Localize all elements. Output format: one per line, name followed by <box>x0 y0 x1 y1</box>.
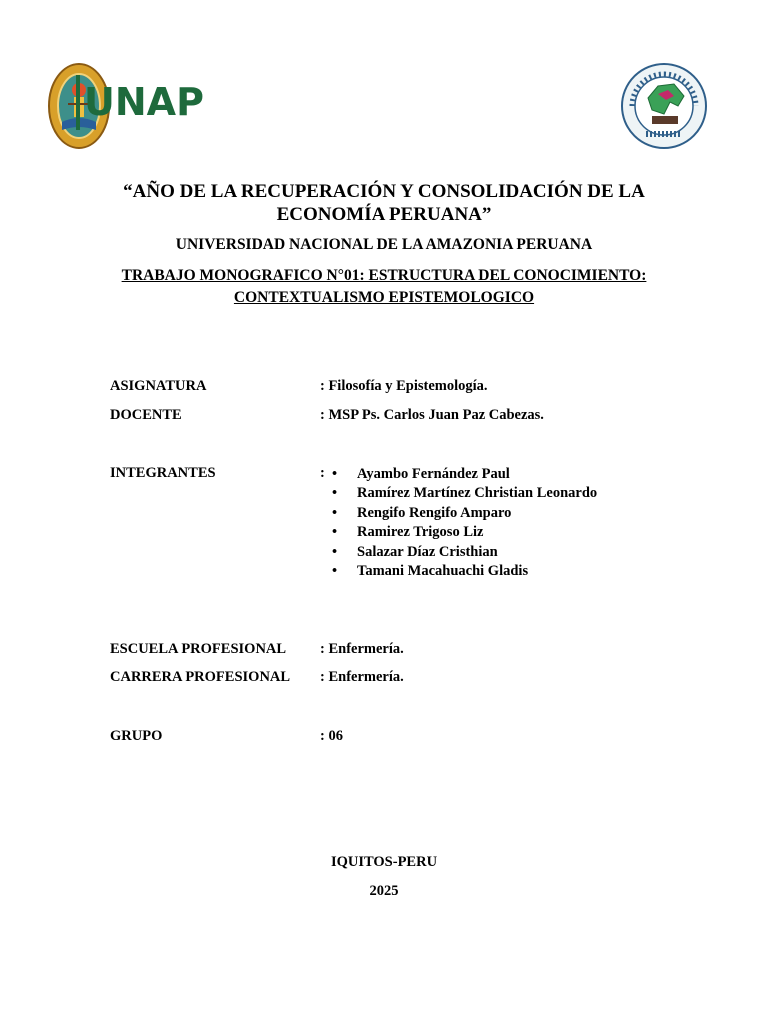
career-value: : Enfermería. <box>320 669 404 685</box>
list-item: • Salazar Díaz Cristhian <box>332 543 597 562</box>
members-list <box>332 465 597 581</box>
work-title-line-2: CONTEXTUALISMO EPISTEMOLOGICO <box>233 289 535 306</box>
teacher-value: : MSP Ps. Carlos Juan Paz Cabezas. <box>320 407 544 423</box>
bullet-icon: • <box>332 562 338 579</box>
subject-value: : Filosofía y Epistemología. <box>320 378 488 394</box>
group-label: GRUPO <box>110 728 163 744</box>
city: IQUITOS-PERU <box>330 854 438 870</box>
unap-wordmark: UNAP <box>84 80 204 124</box>
work-title-line-1: TRABAJO MONOGRAFICO N°01: ESTRUCTURA DEL CONOCIMIENTO: <box>121 267 647 284</box>
university-name: UNIVERSIDAD NACIONAL DE LA AMAZONIA PERUANA <box>175 236 593 253</box>
year-title-line-1: “AÑO DE LA RECUPERACIÓN Y CONSOLIDACIÓN DE LA <box>123 181 645 202</box>
school-label: ESCUELA PROFESIONAL <box>110 641 287 657</box>
bullet-icon: • <box>332 504 338 521</box>
list-item: • Ayambo Fernández Paul <box>332 465 597 484</box>
teacher-label: DOCENTE <box>110 407 182 423</box>
list-item: • Tamani Macahuachi Gladis <box>332 562 597 581</box>
bullet-icon: • <box>332 466 338 482</box>
year: 2025 <box>369 883 399 899</box>
work-title <box>0 265 768 309</box>
list-item: • Rengifo Rengifo Amparo <box>332 504 597 523</box>
members-colon: : <box>320 465 325 481</box>
list-item: • Ramírez Martínez Christian Leonardo <box>332 484 597 503</box>
subject-label: ASIGNATURA <box>110 378 207 394</box>
group-value: : 06 <box>320 728 343 744</box>
bullet-icon: • <box>332 524 338 541</box>
nursing-faculty-seal <box>618 62 710 150</box>
bullet-icon: • <box>332 543 338 560</box>
logo-divider <box>76 75 80 130</box>
members-label: INTEGRANTES <box>110 465 216 481</box>
bullet-icon: • <box>332 485 338 502</box>
school-value: : Enfermería. <box>320 641 404 657</box>
nursing-seal-icon <box>618 62 710 150</box>
year-title <box>0 180 768 226</box>
list-item: • Ramirez Trigoso Liz <box>332 523 597 542</box>
year-title-line-2: ECONOMÍA PERUANA” <box>276 204 492 225</box>
career-label: CARRERA PROFESIONAL <box>110 669 291 685</box>
